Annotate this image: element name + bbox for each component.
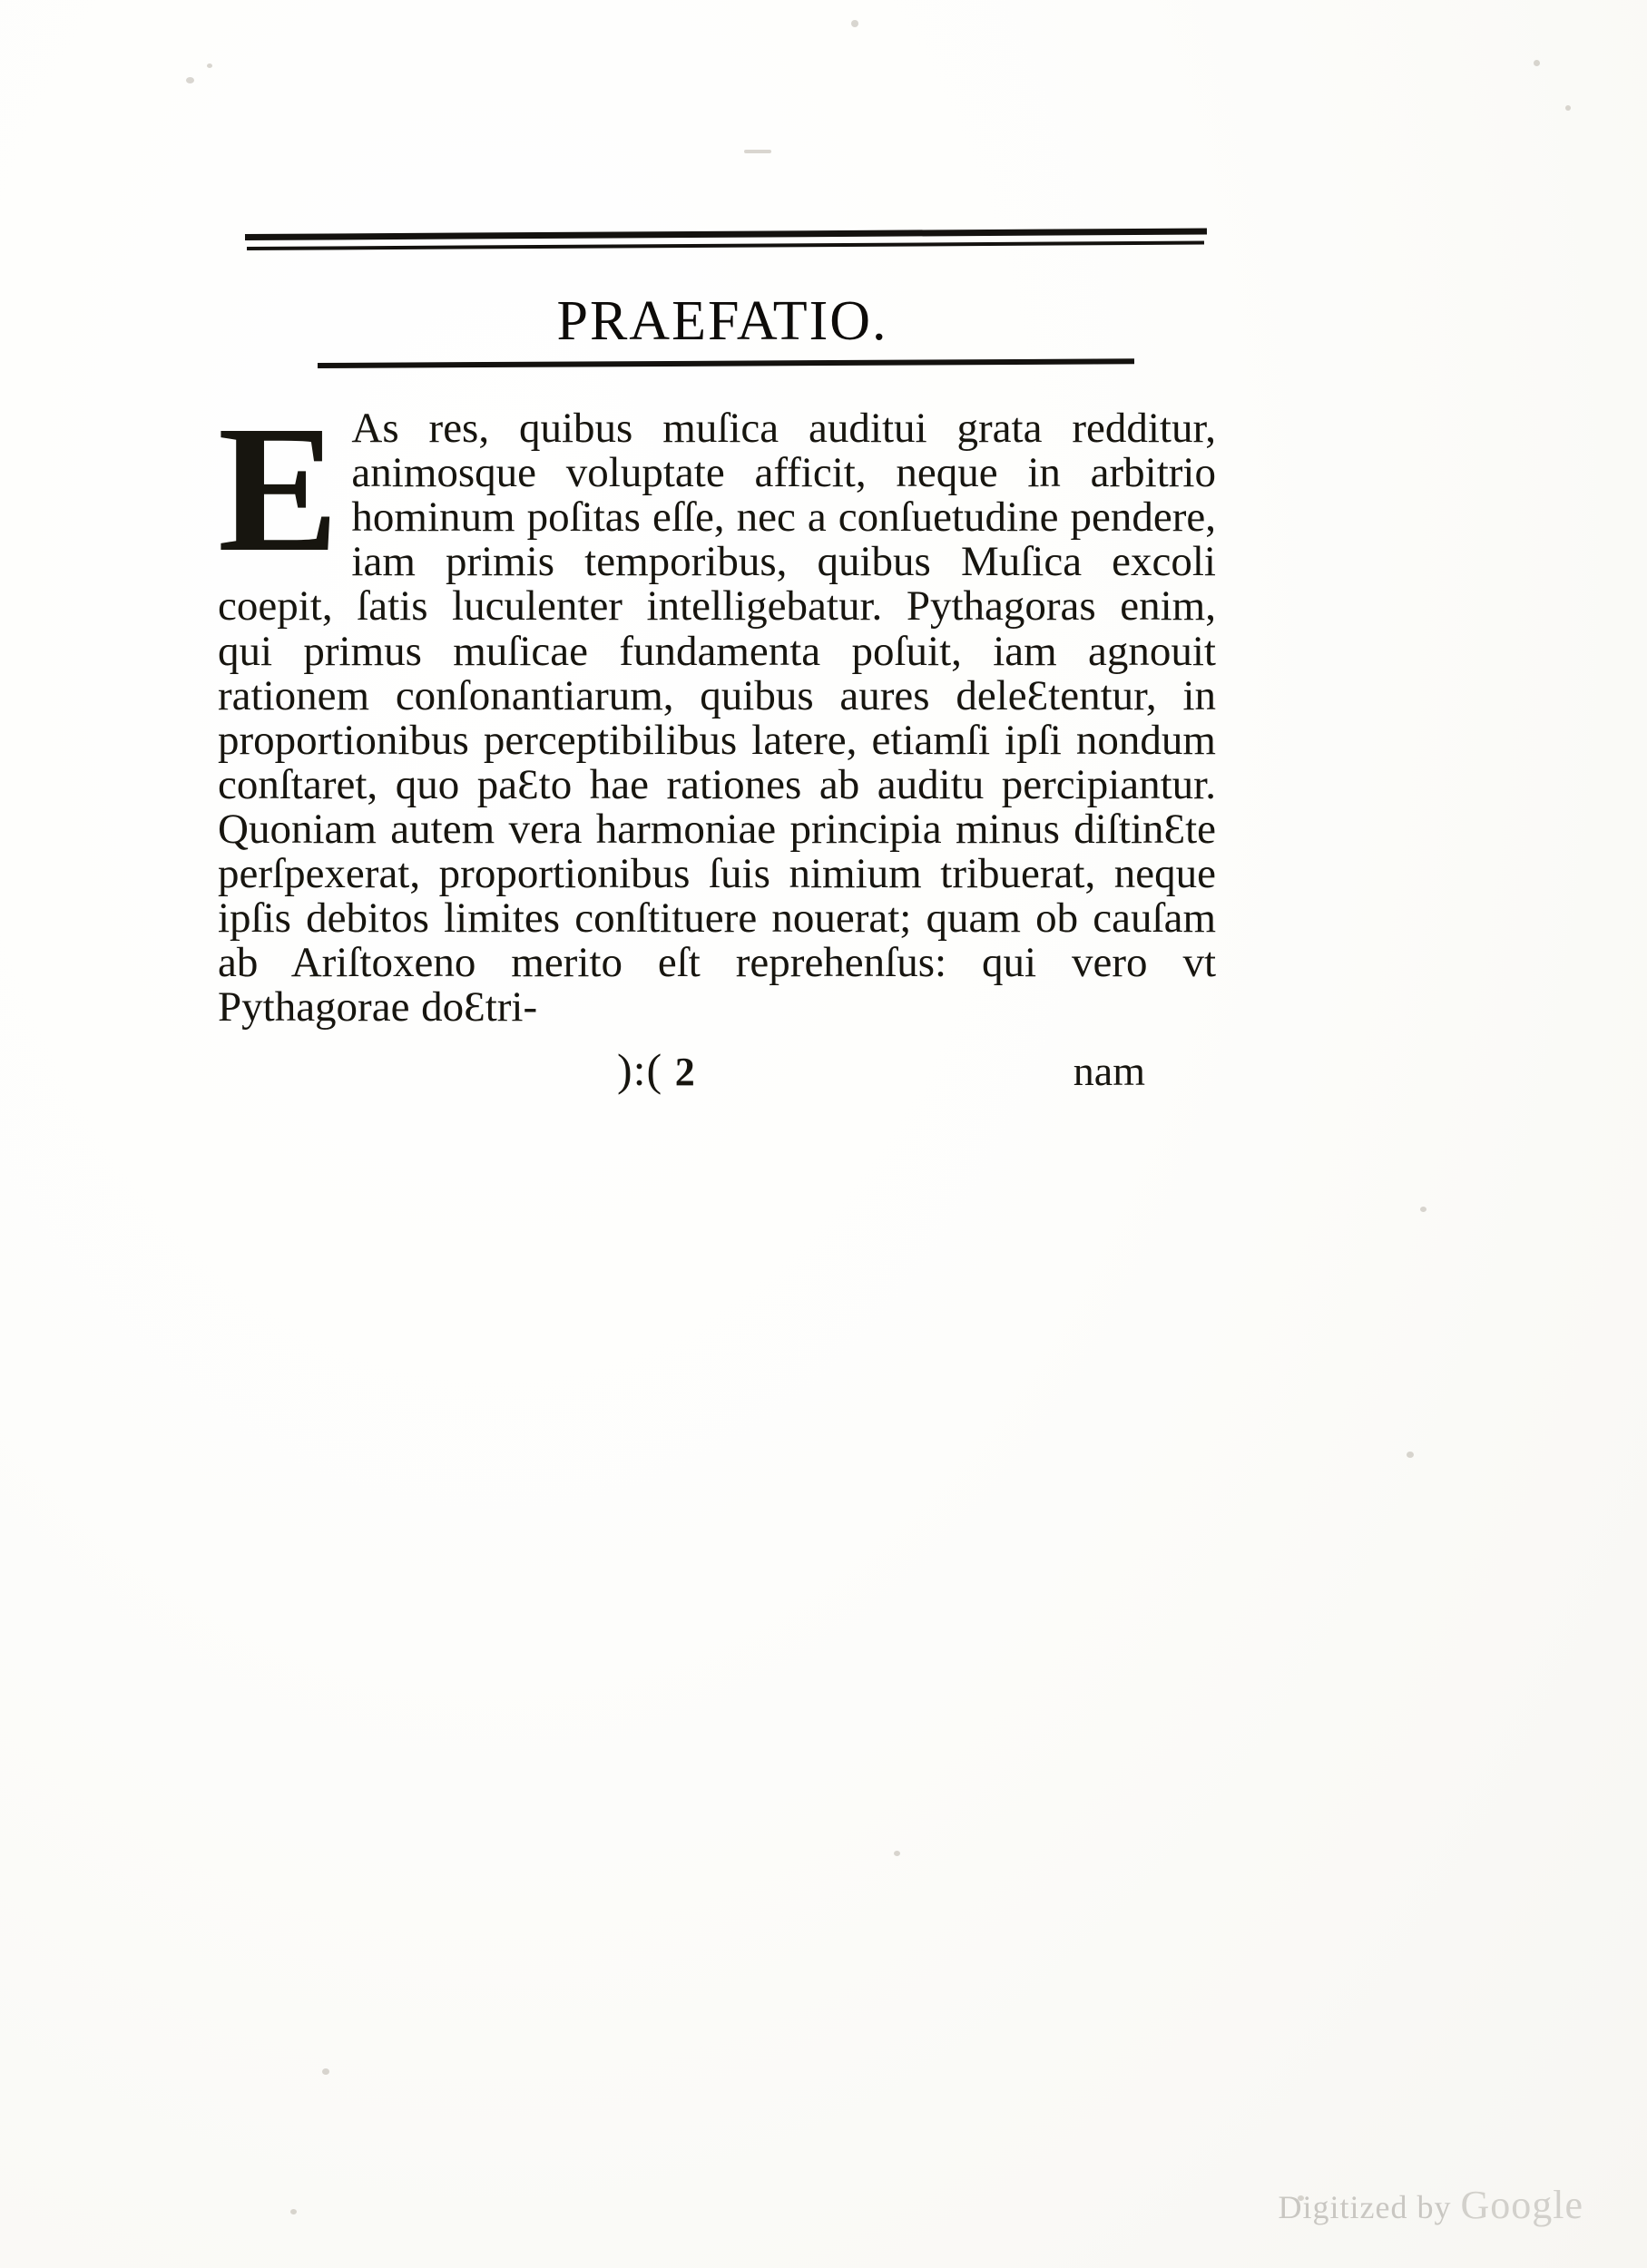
preface-paragraph: As res, quibus muſica auditui grata redditur, animosque voluptate afficit, neque in arbitrio hominum poſitas eſſe, nec a conſuetudine pendere, iam primis temporibus, quibus Muſica excoli coepit, ſatis luculenter intelligebatur. Pythagoras enim, qui primus muſicae fundamenta poſuit, iam agnouit rationem conſonantiarum, quibus aures deleƐtentur, in proportionibus perceptibilibus latere, etiamſi ipſi nondum conſtaret, quo paƐto hae rationes ab auditu percipiantur. Quoniam autem vera harmoniae principia minus diſtinƐte perſpexerat, proportionibus ſuis nimium tribuerat, neque ipſis debitos limites conſtituere nouerat; quam ob cauſam ab Ariſtoxeno merito eſt reprehenſus: qui vero vt Pythagorae doƐtri- [218,405,1216,1031]
page-title: PRAEFATIO. [556,290,888,352]
signature-number: 2 [674,1049,696,1094]
scan-speck [1565,105,1571,111]
watermark-brand: Google [1460,2183,1583,2227]
scan-speck [851,20,858,27]
scan-speck [186,77,194,83]
scan-speck [1420,1207,1426,1212]
scan-speck [744,150,771,153]
scan-speck [894,1851,900,1856]
drop-cap: E [218,389,339,590]
scan-speck [1534,60,1540,66]
digitization-watermark [1279,2182,1584,2228]
scan-speck [1407,1452,1414,1458]
page-footer [218,1040,1216,1103]
preface-body [218,389,1216,1031]
signature-mark [617,1043,696,1096]
scan-speck [290,2209,297,2214]
scan-speck [322,2068,329,2075]
catchword: nam [1073,1047,1145,1094]
page-content [218,231,1216,1103]
heading-rule-top [245,231,1207,255]
signature-symbol: ):( [617,1043,663,1095]
heading-rule-bottom [318,359,1134,376]
scan-speck [207,64,212,68]
watermark-prefix: Digitized by [1278,2189,1461,2225]
